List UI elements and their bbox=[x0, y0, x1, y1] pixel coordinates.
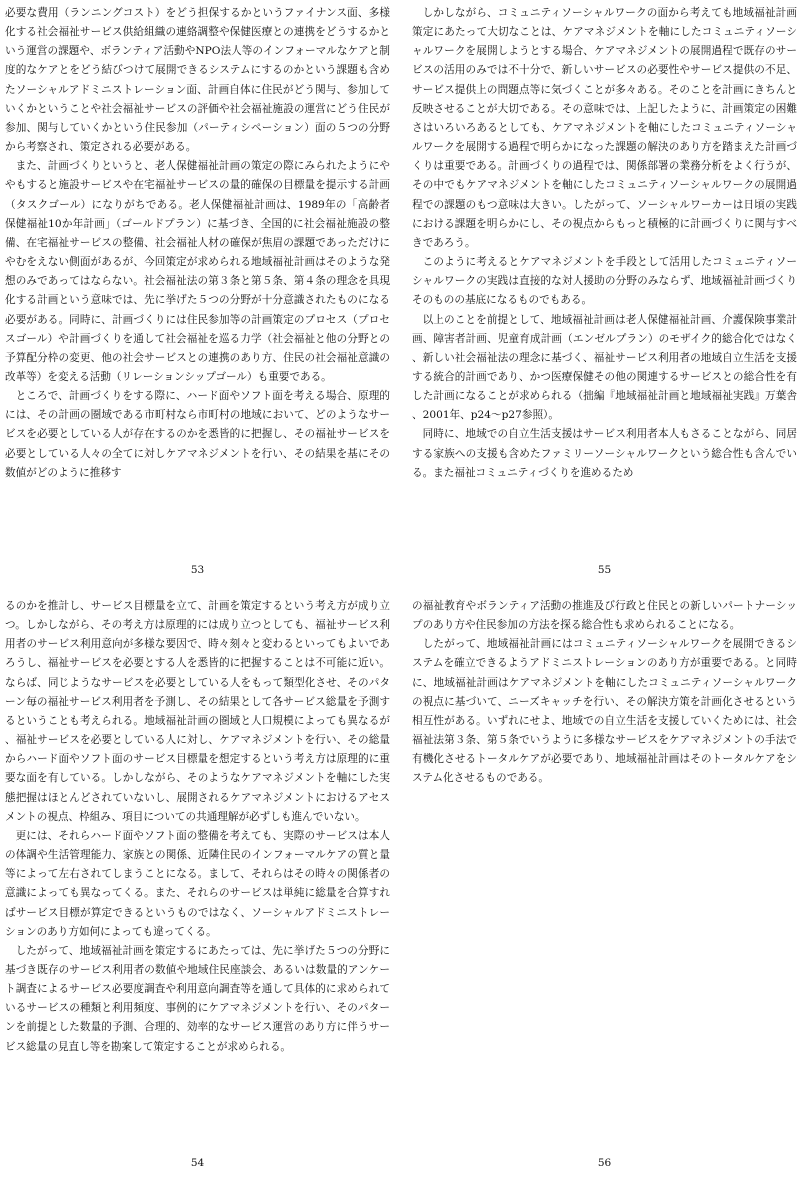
page-number: 53 bbox=[190, 564, 205, 576]
page-number: 56 bbox=[597, 1157, 612, 1169]
paragraph: るのかを推計し、サービス目標量を立て、計画を策定するという考え方が成り立つ。しかしながら、その考え方は原理的には成り立つとしても、福祉サービス利用者のサービス利用意向が多様な要因で、時々刻々と変わるといってもよいであろうし、福祉サービスを必要とする人を悉皆的に把握することは不可能に近い。ならば、同じようなサービスを必要としている人をもって類型化させ、そのパターン毎の福祉サービス利用者を予測し、その結果として各サービス総量を予測するということも考えられる。地域福祉計画の圏域と人口規模によっても異なるが、福祉サービスを必要としている人に対し、ケアマネジメントを行い、その総量からハード面やソフト面のサービス目標量を想定するという考え方は原理的に重要な面を有している。しかしながら、そのようなケアマネジメントを軸にした実態把握はほとんどされていないし、展開されるケアマネジメントにおけるアセスメントの視点、枠組み、項目についての共通理解が必ずしも進んでいない。 bbox=[5, 600, 390, 823]
page-56 bbox=[412, 597, 797, 1172]
page-54 bbox=[5, 597, 390, 1172]
paragraph: 同時に、地域での自立生活支援はサービス利用者本人もさることながら、同居する家族への支援も含めたファミリーソーシャルワークという総合性も含んでいる。また福祉コミュニティづくりを進めるため bbox=[412, 428, 797, 479]
paragraph: 必要な費用（ランニングコスト）をどう担保するかというファイナンス面、多様化する社会福祉サービス供給組織の連絡調整や保健医療との連携をどうするかという運営の課題や、ボランティア活動やNPO法人等のインフォーマルなケアと制度的なケアとをどう結びつけて展開できるシステムにするのかという課題も含めたソーシャルアドミニストレーション面、計画自体に住民がどう関与、参加していくかということや社会福祉サービスの評価や社会福祉施設の運営にどう住民が参加、関与していくかという住民参加（パーティシペーション）面の５つの分野から考察され、策定される必要がある。 bbox=[5, 7, 390, 154]
page-number: 55 bbox=[597, 564, 612, 576]
page-number: 54 bbox=[190, 1157, 205, 1169]
page-body bbox=[412, 4, 797, 557]
page-53 bbox=[5, 4, 390, 579]
page-body bbox=[412, 597, 797, 1150]
paragraph: したがって、地域福祉計画を策定するにあたっては、先に挙げた５つの分野に基づき既存のサービス利用者の数値や地域住民座談会、あるいは数量的アンケート調査によるサービス必要度調査や利用意向調査等を通して具体的に求められているサービスの種類と利用頻度、事例的にケアマネジメントを行い、そのパターンを前提とした数量的予測、合理的、効率的なサービス運営のあり方に伴うサービス総量の見直し等を勘案して策定することが求められる。 bbox=[5, 944, 390, 1053]
page-55 bbox=[412, 4, 797, 579]
paragraph: また、計画づくりというと、老人保健福祉計画の策定の際にみられたようにややもすると施設サービスや在宅福祉サービスの量的確保の目標量を提示する計画（タスクゴール）になりがちである。老人保健福祉計画は、1989年の「高齢者保健福祉10か年計画」（ゴールドプラン）に基づき、全国的に社会福祉施設の整備、在宅福祉サービスの整備、社会福祉人材の確保が焦眉の課題であっただけにやむをえない側面があるが、今回策定が求められる地域福祉計画はそのような発想のみであってはならない。社会福祉法の第３条と第５条、第４条の理念を具現化する計画という意味では、先に挙げた５つの分野が十分意識されたものになる必要がある。同時に、計画づくりには住民参加等の計画策定のプロセス（プロセスゴール）や計画づくりを通して社会福祉を巡る力学（社会福祉と他の分野との予算配分枠の変更、他の社会サービスとの連携のあり方、住民の社会福祉意識の改革等）を変える活動（リレーションシップゴール）も重要である。 bbox=[5, 160, 390, 383]
paragraph: しかしながら、コミュニティソーシャルワークの面から考えても地域福祉計画策定にあたって大切なことは、ケアマネジメントを軸にしたコミュニティソーシャルワークを展開しようとする場合、ケアマネジメントの展開過程で既存のサービスの活用のみでは不十分で、新しいサービスの必要性やサービス提供の不足、サービス提供上の問題点等に気づくことが多々ある。そのことを計画にきちんと反映させることが大切である。その意味では、上記したように、計画策定の困難さはいろいろあるとしても、ケアマネジメントを軸にしたコミュニティソーシャルワークを展開する過程で明らかになった課題の解決のあり方を踏まえた計画づくりは重要である。計画づくりの過程では、関係部署の業務分析をよく行うが、その中でもケアマネジメントを軸にしたコミュニティソーシャルワークの展開過程での課題のもつ意味は大きい。したがって、ソーシャルワーカーは日頃の実践における課題を明らかにし、その視点からもっと積極的に計画づくりに関与すべきであろう。 bbox=[412, 7, 797, 249]
paragraph: ところで、計画づくりをする際に、ハード面やソフト面を考える場合、原理的には、その計画の圏域である市町村なら市町村の地域において、どのようなサービスを必要としている人が存在するのかを悉皆的に把握し、その福祉サービスを必要としている人々の全てに対しケアマネジメントを行い、その結果を基にその数値がどのように推移す bbox=[5, 390, 390, 479]
page-body bbox=[5, 4, 390, 557]
paragraph: の福祉教育やボランティア活動の推進及び行政と住民との新しいパートナーシップのあり方や住民参加の方法を探る総合性も求められることになる。 bbox=[412, 600, 797, 632]
paragraph: 更には、それらハード面やソフト面の整備を考えても、実際のサービスは本人の体調や生活管理能力、家族との関係、近隣住民のインフォーマルケアの質と量等によって左右されてしまうことになる。まして、それらはその時々の関係者の意識によっても異なってくる。また、それらのサービスは単純に総量を合算すればサービス目標が算定できるというものではなく、ソーシャルアドミニストレーションのあり方如何によっても違ってくる。 bbox=[5, 829, 390, 938]
page-body bbox=[5, 597, 390, 1150]
paragraph: このように考えるとケアマネジメントを手段として活用したコミュニティソーシャルワークの実践は直接的な対人援助の分野のみならず、地域福祉計画づくりそのものの基底になるものでもある。 bbox=[412, 256, 797, 307]
paragraph: したがって、地域福祉計画にはコミュニティソーシャルワークを展開できるシステムを確立できるようアドミニストレーションのあり方が重要である。と同時に、地域福祉計画はケアマネジメントを軸にしたコミュニティソーシャルワークの視点に基づいて、ニーズキャッチを行い、その解決方策を計画化させるという相互性がある。いずれにせよ、地域での自立生活を支援していくためには、社会福祉法第３条、第５条でいうように多様なサービスをケアマネジメントの手法で有機化させるトータルケアが必要であり、地域福祉計画はそのトータルケアをシステム化させるものである。 bbox=[412, 638, 797, 785]
paragraph: 以上のことを前提として、地域福祉計画は老人保健福祉計画、介護保険事業計画、障害者計画、児童育成計画（エンゼルプラン）のモザイク的総合化ではなく、新しい社会福祉法の理念に基づく、福祉サービス利用者の地域自立生活を支援する統合的計画であり、かつ医療保健その他の関連するサービスとの総合性を有した計画になることが求められる（拙編『地域福祉計画と地域福祉実践』万葉舎、2001年、p24～p27参照）。 bbox=[412, 313, 797, 422]
